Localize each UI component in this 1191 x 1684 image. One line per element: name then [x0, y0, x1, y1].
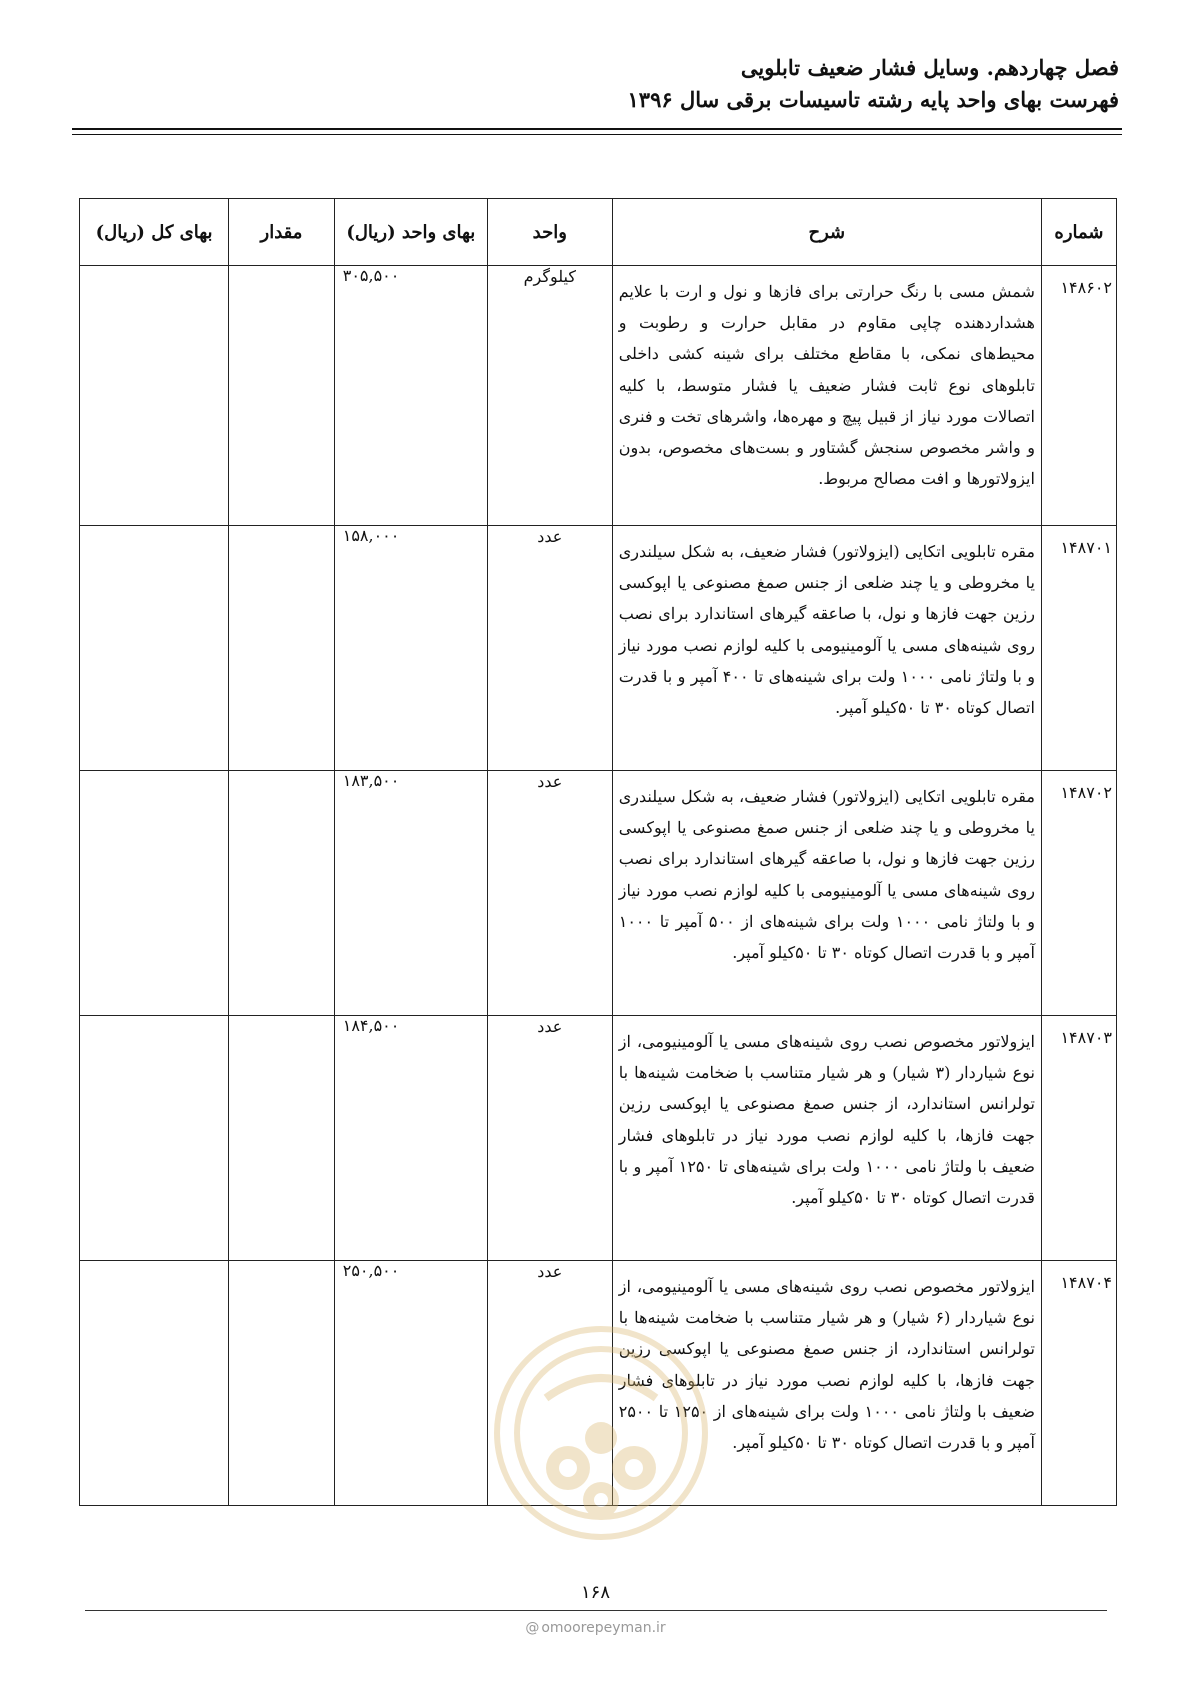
row-description: ایزولاتور مخصوص نصب روی شینه‌های مسی یا آلومینیومی، از نوع شیاردار (۶ شیار) و هر شیار متناسب با ضخامت شینه‌ها با تولرانس استاندارد، از جنس صمغ مصنوعی یا اپوکسی رزین جهت فازها، با کلیه لوازم نصب مورد نیاز در تابلوهای فشار ضعیف با ولتاژ نامی ۱۰۰۰ ولت برای شینه‌های از ۱۲۵۰ تا ۲۵۰۰ آمپر و با قدرت اتصال کوتاه ۳۰ تا ۵۰کیلو آمپر. — [612, 1261, 1041, 1506]
row-quantity — [229, 526, 335, 771]
row-description: مقره تابلویی اتکایی (ایزولاتور) فشار ضعیف، به شکل سیلندری یا مخروطی و یا چند ضلعی از جنس صمغ مصنوعی یا اپوکسی رزین جهت فازها و نول، با صاعقه گیرهای استاندارد برای نصب روی شینه‌های مسی یا آلومینیومی با کلیه لوازم نصب مورد نیاز و با ولتاژ نامی ۱۰۰۰ ولت برای شینه‌های از ۵۰۰ آمپر تا ۱۰۰۰ آمپر و با قدرت اتصال کوتاه ۳۰ تا ۵۰کیلو آمپر. — [612, 771, 1041, 1016]
row-unit: عدد — [487, 771, 612, 1016]
footer-rule — [85, 1610, 1107, 1611]
row-unit: عدد — [487, 526, 612, 771]
row-total-price — [80, 526, 229, 771]
chapter-title: فصل چهاردهم. وسایل فشار ضعیف تابلویی — [740, 55, 1119, 80]
row-description: ایزولاتور مخصوص نصب روی شینه‌های مسی یا آلومینیومی، از نوع شیاردار (۳ شیار) و هر شیار متناسب با ضخامت شینه‌ها با تولرانس استاندارد، از جنس صمغ مصنوعی یا اپوکسی رزین جهت فازها، با کلیه لوازم نصب مورد نیاز در تابلوهای فشار ضعیف با ولتاژ نامی ۱۰۰۰ ولت برای شینه‌های تا ۱۲۵۰ آمپر و با قدرت اتصال کوتاه ۳۰ تا ۵۰کیلو آمپر. — [612, 1016, 1041, 1261]
row-unit: عدد — [487, 1261, 612, 1506]
row-description: شمش مسی با رنگ حرارتی برای فازها و نول و ارت با علایم هشداردهنده چاپی مقاوم در مقابل حرارت و رطوبت و محیط‌های نمکی، با مقاطع مختلف برای شینه کشی داخلی تابلوهای نوع ثابت فشار ضعیف یا فشار متوسط، با کلیه اتصالات مورد نیاز از قبیل پیچ و مهره‌ها، واشرهای تخت و فنری و واشر مخصوص سنجش گشتاور و بست‌های مخصوص، بدون ایزولاتورها و افت مصالح مربوط. — [612, 266, 1041, 526]
row-description: مقره تابلویی اتکایی (ایزولاتور) فشار ضعیف، به شکل سیلندری یا مخروطی و یا چند ضلعی از جنس صمغ مصنوعی یا اپوکسی رزین جهت فازها و نول، با صاعقه گیرهای استاندارد برای نصب روی شینه‌های مسی یا آلومینیومی با کلیه لوازم نصب مورد نیاز و با ولتاژ نامی ۱۰۰۰ ولت برای شینه‌های تا ۴۰۰ آمپر و با قدرت اتصال کوتاه ۳۰ تا ۵۰کیلو آمپر. — [612, 526, 1041, 771]
row-quantity — [229, 771, 335, 1016]
row-total-price — [80, 771, 229, 1016]
row-total-price — [80, 1016, 229, 1261]
website-url: omoorepeyman.ir — [541, 1620, 666, 1636]
row-number: ۱۴۸۷۰۲ — [1041, 771, 1116, 1016]
row-unit-price: ۱۸۴,۵۰۰ — [334, 1016, 487, 1261]
table-row — [80, 266, 1117, 526]
row-quantity — [229, 266, 335, 526]
row-quantity — [229, 1261, 335, 1506]
column-header-total-price: بهای کل (ریال) — [80, 199, 229, 266]
page-header — [69, 52, 1119, 116]
header-rule-thin — [72, 134, 1122, 135]
table-row — [80, 771, 1117, 1016]
row-total-price — [80, 1261, 229, 1506]
column-header-description: شرح — [612, 199, 1041, 266]
table-row — [80, 1016, 1117, 1261]
row-number: ۱۴۸۷۰۱ — [1041, 526, 1116, 771]
header-rule-thick — [72, 128, 1122, 130]
table-row — [80, 526, 1117, 771]
table-header-row — [80, 199, 1117, 266]
column-header-unit: واحد — [487, 199, 612, 266]
row-quantity — [229, 1016, 335, 1261]
price-list-title: فهرست بهای واحد پایه رشته تاسیسات برقی سال ۱۳۹۶ — [627, 87, 1119, 112]
row-total-price — [80, 266, 229, 526]
column-header-quantity: مقدار — [229, 199, 335, 266]
row-unit: کیلوگرم — [487, 266, 612, 526]
gear-seal-watermark-icon — [486, 1318, 716, 1548]
at-sign-icon: @ — [525, 1620, 540, 1636]
row-unit: عدد — [487, 1016, 612, 1261]
row-number: ۱۴۸۶۰۲ — [1041, 266, 1116, 526]
row-number: ۱۴۸۷۰۴ — [1041, 1261, 1116, 1506]
row-unit-price: ۳۰۵,۵۰۰ — [334, 266, 487, 526]
price-table — [79, 198, 1117, 1506]
row-unit-price: ۱۸۳,۵۰۰ — [334, 771, 487, 1016]
row-unit-price: ۲۵۰,۵۰۰ — [334, 1261, 487, 1506]
row-unit-price: ۱۵۸,۰۰۰ — [334, 526, 487, 771]
website-watermark — [0, 1620, 1191, 1636]
column-header-unit-price: بهای واحد (ریال) — [334, 199, 487, 266]
column-header-number: شماره — [1041, 199, 1116, 266]
row-number: ۱۴۸۷۰۳ — [1041, 1016, 1116, 1261]
page-number: ۱۶۸ — [580, 1582, 610, 1603]
